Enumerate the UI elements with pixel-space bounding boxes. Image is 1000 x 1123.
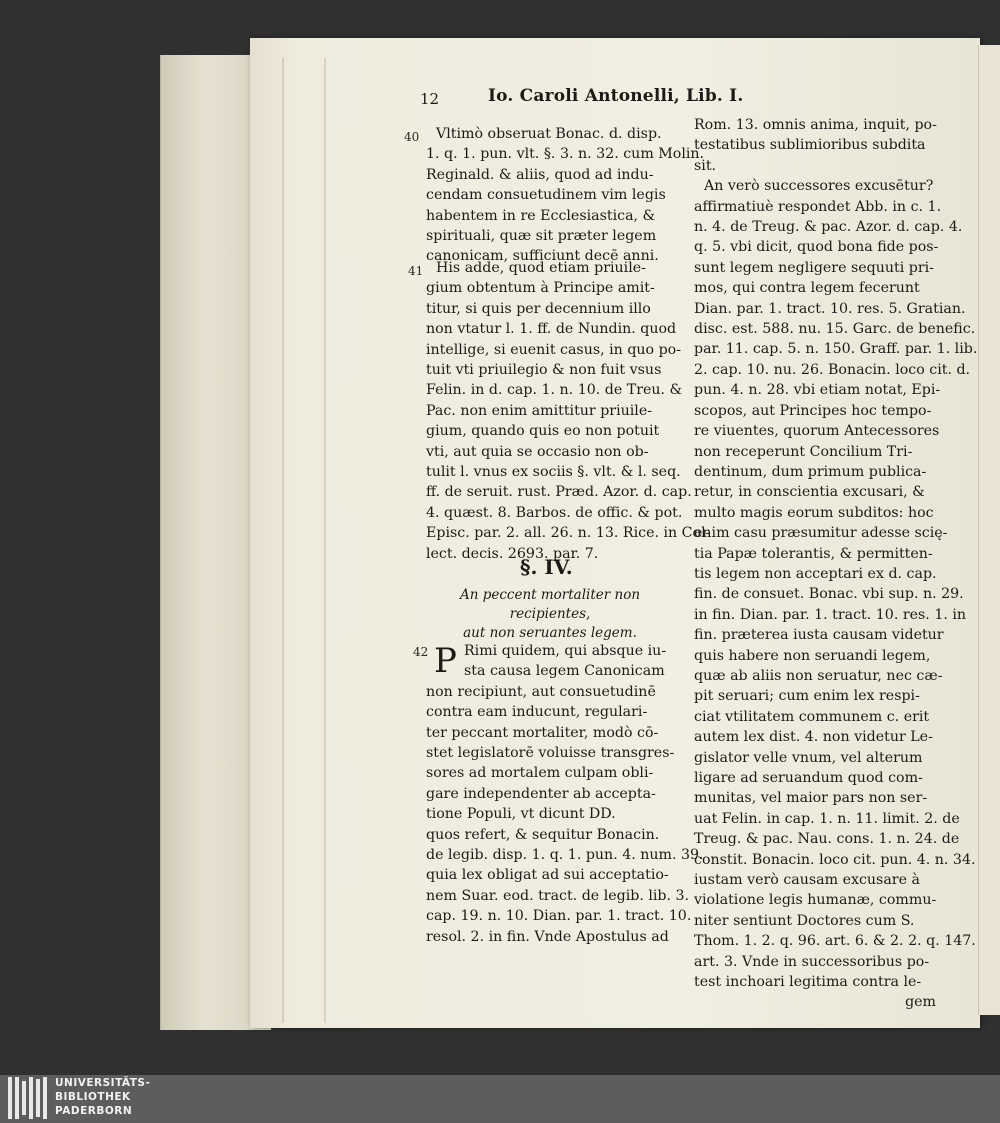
library-logo-icon — [8, 1077, 50, 1119]
text-line: gare independenter ab accepta- — [426, 785, 656, 802]
text-line: niter sentiunt Doctores cum S. — [694, 912, 915, 929]
text-line: quos refert, & sequitur Bonacin. — [426, 826, 660, 843]
text-line: Vltimò obseruat Bonac. d. disp. — [436, 126, 662, 142]
text-line: in fin. Dian. par. 1. tract. 10. res. 1. in — [694, 606, 967, 623]
text-line: multo magis eorum subditos: hoc — [694, 504, 934, 521]
left-column-para42 — [426, 641, 704, 947]
text-line: cendam consuetudinem vim legis — [426, 187, 666, 204]
drop-capital: P — [434, 641, 457, 681]
text-line: iustam verò causam excusare à — [694, 872, 920, 889]
text-line: uat Felin. in cap. 1. n. 11. limit. 2. de — [694, 810, 960, 827]
text-line: Rom. 13. omnis anima, inquit, po- — [694, 117, 937, 133]
text-line: testatibus sublimioribus subdita — [694, 137, 926, 154]
text-line: pit seruari; cum enim lex respi- — [694, 688, 920, 705]
text-line: non vtatur l. 1. ff. de Nundin. quod — [426, 321, 677, 338]
text-line: fin. præterea iusta causam videtur — [694, 627, 944, 644]
adjacent-page-edge — [978, 45, 1000, 1015]
text-line: Rimi quidem, qui absque iu- — [464, 643, 667, 659]
library-name-line: UNIVERSITÄTS- — [55, 1077, 151, 1089]
text-line: gium obtentum à Principe amit- — [426, 280, 655, 297]
text-line: cap. 19. n. 10. Dian. par. 1. tract. 10. — [426, 908, 692, 925]
text-line: art. 3. Vnde in successoribus po- — [694, 953, 930, 970]
text-line: sores ad mortalem culpam obli- — [426, 765, 654, 782]
text-line: tis legem non acceptari ex d. cap. — [694, 565, 937, 582]
text-line: resol. 2. in fin. Vnde Apostulus ad — [426, 928, 669, 945]
running-title: Io. Caroli Antonelli, Lib. I. — [488, 86, 744, 106]
text-line: 2. cap. 10. nu. 26. Bonacin. loco cit. d. — [694, 361, 971, 378]
text-line: contra eam inducunt, regulari- — [426, 704, 648, 721]
text-line: Pac. non enim amittitur priuile- — [426, 402, 653, 419]
text-line: non recipiunt, aut consuetudinē — [426, 683, 656, 700]
library-name — [55, 1076, 150, 1118]
text-line: canonicam, sufficiunt decē anni. — [426, 248, 659, 265]
page-gutter — [282, 58, 326, 1023]
text-line: quis habere non seruandi legem, — [694, 647, 931, 664]
text-line: tione Populi, vt dicunt DD. — [426, 806, 616, 823]
text-line: autem lex dist. 4. non videtur Le- — [694, 729, 933, 746]
text-line: mos, qui contra legem fecerunt — [694, 280, 920, 297]
text-line: vti, aut quia se occasio non ob- — [426, 443, 649, 460]
text-line: affirmatiuè respondet Abb. in c. 1. — [694, 198, 942, 215]
text-line: Thom. 1. 2. q. 96. art. 6. & 2. 2. q. 147. — [694, 933, 976, 950]
text-line: ter peccant mortaliter, modò cō- — [426, 724, 659, 741]
text-line: par. 11. cap. 5. n. 150. Graff. par. 1. lib. — [694, 341, 978, 358]
library-name-line: BIBLIOTHEK — [55, 1091, 131, 1103]
text-line: q. 5. vbi dicit, quod bona fide pos- — [694, 239, 939, 256]
right-column — [694, 115, 978, 1013]
text-line: 1. q. 1. pun. vlt. §. 3. n. 32. cum Molin. — [426, 146, 705, 163]
text-line: test inchoari legitima contra le- — [694, 974, 922, 991]
library-name-line: PADERBORN — [55, 1105, 133, 1117]
text-line: 4. quæst. 8. Barbos. de offic. & pot. — [426, 504, 683, 521]
text-line: tia Papæ tolerantis, & permitten- — [694, 545, 933, 562]
text-line: constit. Bonacin. loco cit. pun. 4. n. 34. — [694, 851, 976, 868]
section-heading: §. IV. — [520, 555, 573, 579]
text-line: Reginald. & aliis, quod ad indu- — [426, 166, 654, 183]
text-line: lect. decis. 2693. par. 7. — [426, 545, 599, 562]
text-line: spirituali, quæ sit præter legem — [426, 228, 657, 245]
text-line: An verò successores excusētur? — [704, 178, 934, 195]
text-line: His adde, quod etiam priuile- — [436, 260, 646, 276]
left-column-para41 — [426, 258, 711, 564]
text-line: Episc. par. 2. all. 26. n. 13. Rice. in Col- — [426, 525, 711, 542]
text-line: habentem in re Ecclesiastica, & — [426, 207, 656, 224]
text-line: quæ ab aliis non seruatur, nec cæ- — [694, 667, 943, 684]
subtitle-line: An peccent mortaliter non recipientes, — [459, 587, 641, 622]
text-line: ciat vtilitatem communem c. erit — [694, 708, 930, 725]
margin-number-40: 40 — [404, 130, 420, 144]
text-line: ff. de seruit. rust. Præd. Azor. d. cap. — [426, 484, 692, 501]
margin-number-42: 42 — [413, 645, 429, 659]
text-line: sta causa legem Canonicam — [464, 663, 665, 680]
text-line: gem — [905, 994, 936, 1011]
text-line: disc. est. 588. nu. 15. Garc. de benefic. — [694, 321, 976, 338]
text-line: gislator velle vnum, vel alterum — [694, 749, 923, 766]
text-line: re viuentes, quorum Antecessores — [694, 423, 940, 440]
page-number: 12 — [420, 90, 440, 108]
text-line: ligare ad seruandum quod com- — [694, 770, 923, 786]
text-line: Dian. par. 1. tract. 10. res. 5. Gratian. — [694, 300, 966, 317]
text-line: quia lex obligat ad sui acceptatio- — [426, 867, 669, 884]
text-line: n. 4. de Treug. & pac. Azor. d. cap. 4. — [694, 219, 963, 236]
text-line: pun. 4. n. 28. vbi etiam notat, Epi- — [694, 382, 941, 399]
text-line: enim casu præsumitur adesse scię- — [694, 525, 948, 542]
margin-number-41: 41 — [408, 264, 424, 278]
text-line: Treug. & pac. Nau. cons. 1. n. 24. de — [694, 831, 960, 848]
text-line: violatione legis humanæ, commu- — [694, 892, 937, 909]
text-line: de legib. disp. 1. q. 1. pun. 4. num. 39. — [426, 847, 704, 864]
left-column-para40 — [426, 124, 705, 267]
section-subtitle — [420, 586, 680, 643]
text-line: scopos, aut Principes hoc tempo- — [694, 402, 932, 419]
text-line: intellige, si euenit casus, in quo po- — [426, 341, 682, 358]
text-line: sit. — [694, 157, 717, 174]
subtitle-line: aut non seruantes legem. — [463, 625, 637, 641]
text-line: non receperunt Concilium Tri- — [694, 443, 913, 460]
text-line: titur, si quis per decennium illo — [426, 300, 651, 317]
text-line: sunt legem negligere sequuti pri- — [694, 259, 934, 276]
text-line: tuit vti priuilegio & non fuit vsus — [426, 362, 662, 379]
text-line: Felin. in d. cap. 1. n. 10. de Treu. & — [426, 382, 683, 399]
text-line: stet legislatorē voluisse transgres- — [426, 745, 675, 762]
text-line: retur, in conscientia excusari, & — [694, 484, 925, 501]
text-line: dentinum, dum primum publica- — [694, 463, 927, 480]
text-line: tulit l. vnus ex sociis §. vlt. & l. seq. — [426, 464, 681, 481]
text-line: fin. de consuet. Bonac. vbi sup. n. 29. — [694, 586, 964, 603]
text-line: gium, quando quis eo non potuit — [426, 423, 660, 440]
text-line: munitas, vel maior pars non ser- — [694, 790, 928, 807]
text-line: nem Suar. eod. tract. de legib. lib. 3. — [426, 887, 690, 904]
